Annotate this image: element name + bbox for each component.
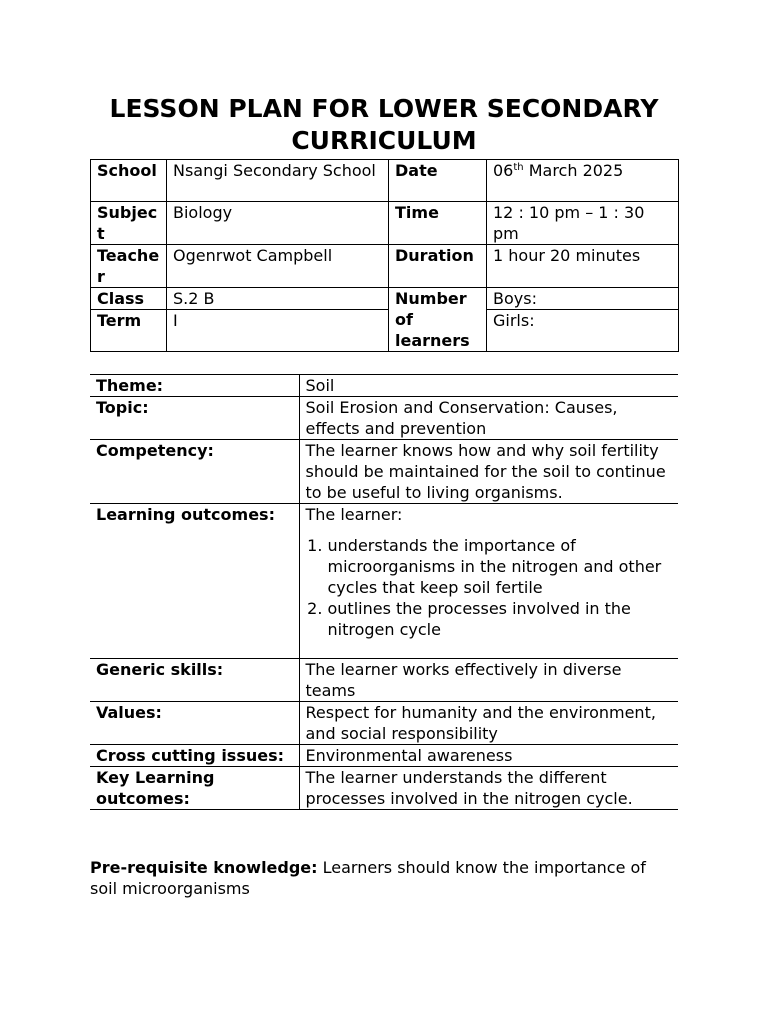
table-row [91,202,679,245]
page-title: LESSON PLAN FOR LOWER SECONDARY CURRICULUM [109,94,659,155]
prerequisite-text: Learners should know the importance of soil microorganisms [90,858,646,898]
generic-skills-label: Generic skills: [90,659,299,702]
values-value: Respect for humanity and the environment, and social responsibility [299,702,678,745]
prerequisite-knowledge [90,857,678,899]
outcomes-list [306,535,673,640]
competency-value: The learner knows how and why soil fertility should be maintained for the soil to continue to be useful to living organisms. [299,440,678,504]
outcomes-intro: The learner: [305,505,403,524]
teacher-value: Ogenrwot Campbell [167,245,389,288]
table-row [91,310,679,352]
teacher-label: Teacher [91,245,167,288]
cross-cutting-label: Cross cutting issues: [90,745,299,767]
table-row [91,288,679,310]
table-row [90,659,678,702]
prerequisite-label: Pre-requisite knowledge: [90,858,318,877]
duration-value: 1 hour 20 minutes [487,245,679,288]
date-label: Date [389,160,487,202]
theme-label: Theme: [90,375,299,397]
date-value [487,160,679,202]
table-row [91,160,679,202]
school-label: School [91,160,167,202]
values-label: Values: [90,702,299,745]
table-row [90,702,678,745]
list-item: 2. outlines the processes involved in the nitrogen cycle [328,598,673,640]
topic-value: Soil Erosion and Conservation: Causes, effects and prevention [299,397,678,440]
school-value: Nsangi Secondary School [167,160,389,202]
lesson-info-table [90,159,679,352]
table-row [90,767,678,810]
table-row [91,245,679,288]
table-row [90,504,678,659]
date-day: 06 [493,161,514,180]
learning-outcomes-label: Learning outcomes: [90,504,299,659]
class-label: Class [91,288,167,310]
list-item: 1. understands the importance of microorganisms in the nitrogen and other cycles that keep soil fertile [328,535,673,598]
date-suffix: th [513,162,524,173]
time-label: Time [389,202,487,245]
term-label: Term [91,310,167,352]
key-outcomes-value: The learner understands the different processes involved in the nitrogen cycle. [299,767,678,810]
learners-label: Number of learners [389,288,487,352]
subject-value: Biology [167,202,389,245]
learning-outcomes-value [299,504,678,659]
table-row [90,440,678,504]
boys-label: Boys: [487,288,679,310]
competency-label: Competency: [90,440,299,504]
term-value: I [167,310,389,352]
subject-label: Subject [91,202,167,245]
date-rest: March 2025 [523,161,624,180]
key-outcomes-label: Key Learning outcomes: [90,767,299,810]
table-row [90,375,678,397]
generic-skills-value: The learner works effectively in diverse teams [299,659,678,702]
duration-label: Duration [389,245,487,288]
girls-label: Girls: [487,310,679,352]
lesson-plan-table [90,374,678,810]
time-value: 12 : 10 pm – 1 : 30 pm [487,202,679,245]
table-row [90,397,678,440]
cross-cutting-value: Environmental awareness [299,745,678,767]
theme-value: Soil [299,375,678,397]
table-row [90,745,678,767]
class-value: S.2 B [167,288,389,310]
topic-label: Topic: [90,397,299,440]
